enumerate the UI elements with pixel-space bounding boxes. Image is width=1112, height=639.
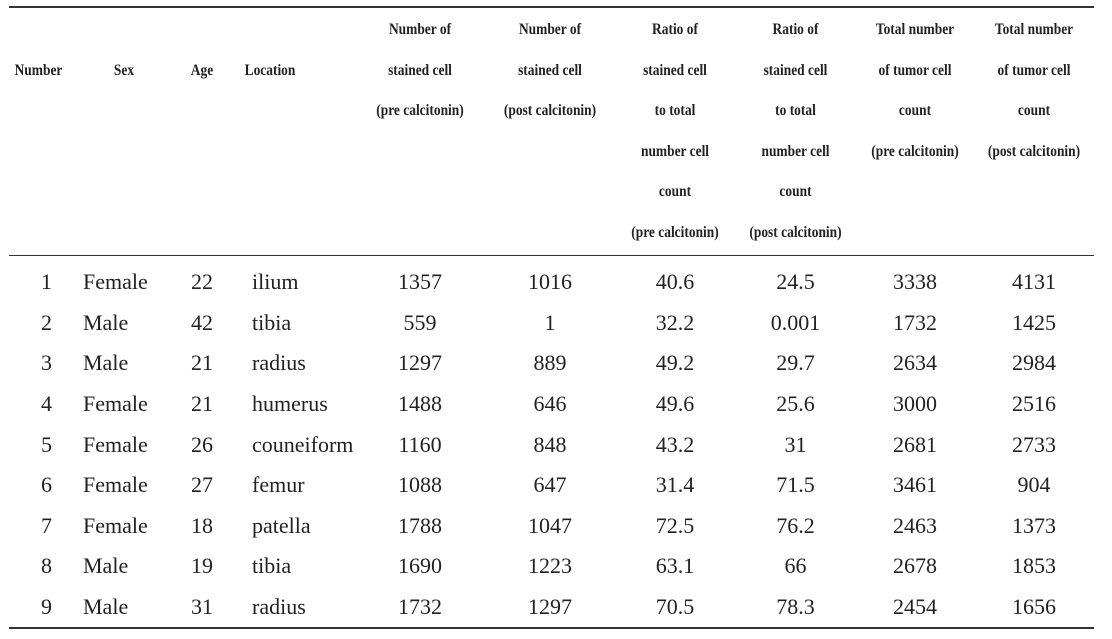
column-header-line: of tumor cell: [997, 61, 1071, 79]
column-header-line: Ratio of: [772, 21, 819, 38]
cell-age: 42: [191, 309, 213, 335]
column-header-line: Total number: [875, 21, 955, 38]
column-header-stained-post: [495, 7, 604, 256]
cell-ratio-pre: 49.6: [655, 391, 695, 417]
cell-location: couneiform: [252, 431, 354, 457]
cell-stained-post: 1223: [528, 553, 572, 579]
cell-age: 19: [191, 553, 213, 579]
cell-number: 6: [41, 472, 52, 498]
cell-ratio-pre: 31.4: [655, 472, 695, 498]
table-row: [9, 506, 1094, 547]
column-header-age: [174, 7, 229, 256]
table-row: [9, 546, 1094, 587]
cell-stained-pre: 1088: [398, 472, 442, 498]
cell-sex: Female: [83, 269, 148, 295]
cell-location: femur: [252, 472, 305, 498]
cell-total-post: 1656: [1012, 594, 1056, 620]
column-header-line: number cell: [761, 142, 830, 160]
column-header-line: (post calcitonin): [503, 102, 597, 119]
cell-location: humerus: [252, 391, 328, 417]
cell-age: 26: [191, 431, 213, 457]
cell-total-pre: 2678: [893, 553, 937, 579]
table-row: [9, 303, 1094, 344]
column-header-total-pre: [865, 7, 964, 256]
cell-sex: Male: [83, 594, 129, 620]
cell-sex: Female: [83, 431, 148, 457]
table-row: [9, 343, 1094, 384]
table-row: [9, 424, 1094, 465]
cell-location: patella: [252, 512, 311, 538]
column-header-line: count: [779, 183, 812, 200]
column-header-location: [245, 7, 346, 256]
cell-total-pre: 2681: [893, 431, 937, 457]
cell-location: radius: [252, 350, 306, 376]
cell-ratio-pre: 40.6: [655, 269, 695, 295]
cell-total-post: 2733: [1012, 431, 1056, 457]
cell-age: 21: [191, 350, 213, 376]
cell-total-pre: 2454: [893, 594, 937, 620]
cell-ratio-post: 66: [784, 553, 807, 579]
cell-ratio-post: 24.5: [776, 269, 815, 295]
data-table-container: [9, 6, 1094, 629]
table-row: [9, 256, 1094, 303]
cell-number: 2: [41, 309, 52, 335]
column-header-line: of tumor cell: [878, 61, 952, 79]
cell-stained-post: 646: [533, 391, 567, 417]
cell-number: 9: [41, 594, 52, 620]
cell-sex: Female: [83, 512, 148, 538]
cell-total-post: 1853: [1012, 553, 1056, 579]
cell-ratio-post: 71.5: [776, 472, 815, 498]
column-header-line: (post calcitonin): [987, 142, 1081, 160]
cell-stained-post: 1016: [528, 269, 572, 295]
cell-ratio-post: 25.6: [776, 391, 815, 417]
cell-ratio-pre: 72.5: [655, 512, 695, 538]
cell-stained-pre: 1732: [398, 594, 442, 620]
cell-stained-post: 647: [533, 472, 567, 498]
cell-stained-post: 889: [533, 350, 567, 376]
column-header-line: Location: [244, 61, 296, 79]
cell-sex: Female: [83, 472, 148, 498]
cell-stained-pre: 1488: [398, 391, 442, 417]
cell-stained-post: 1047: [528, 512, 572, 538]
cell-stained-post: 1297: [528, 594, 572, 620]
cell-ratio-pre: 43.2: [655, 431, 695, 457]
column-header-line: Ratio of: [652, 21, 698, 38]
header-row: [9, 7, 1094, 256]
column-header-line: count: [898, 102, 932, 119]
cell-ratio-pre: 70.5: [655, 594, 695, 620]
column-header-line: Number: [14, 61, 63, 79]
table-row: [9, 465, 1094, 506]
cell-number: 4: [41, 391, 52, 417]
column-header-total-post: [984, 7, 1085, 256]
cell-total-post: 4131: [1012, 269, 1056, 295]
column-header-line: stained cell: [643, 61, 707, 79]
cell-total-post: 904: [1017, 472, 1051, 498]
column-header-line: (pre calcitonin): [376, 102, 464, 119]
column-header-line: number cell: [640, 142, 710, 160]
cell-number: 5: [41, 431, 52, 457]
column-header-number: [15, 7, 74, 256]
cell-total-pre: 2634: [893, 350, 937, 376]
cell-total-post: 2984: [1012, 350, 1056, 376]
cell-ratio-post: 29.7: [776, 350, 815, 376]
cell-number: 8: [41, 553, 52, 579]
calcitonin-results-table: [9, 6, 1094, 629]
column-header-stained-pre: [365, 7, 474, 256]
cell-sex: Female: [83, 391, 148, 417]
cell-sex: Male: [83, 350, 129, 376]
cell-location: ilium: [252, 269, 299, 295]
cell-sex: Male: [83, 553, 129, 579]
column-header-line: stained cell: [763, 61, 828, 79]
column-header-line: Sex: [113, 61, 135, 79]
column-header-line: count: [658, 183, 692, 200]
cell-ratio-post: 78.3: [776, 594, 815, 620]
column-header-line: to total: [775, 102, 816, 119]
table-header: [9, 7, 1094, 256]
column-header-line: count: [1017, 102, 1051, 119]
column-header-line: Age: [190, 61, 214, 79]
column-header-line: (pre calcitonin): [871, 142, 959, 160]
cell-total-pre: 2463: [893, 512, 937, 538]
cell-total-pre: 1732: [893, 309, 937, 335]
column-header-ratio-pre: [625, 7, 726, 256]
cell-age: 18: [191, 512, 213, 538]
cell-stained-pre: 559: [403, 309, 437, 335]
cell-stained-pre: 1690: [398, 553, 442, 579]
cell-number: 3: [41, 350, 52, 376]
cell-ratio-post: 0.001: [770, 309, 821, 335]
column-header-sex: [86, 7, 162, 256]
cell-stained-post: 1: [544, 309, 556, 335]
cell-total-post: 1373: [1012, 512, 1056, 538]
table-row: [9, 587, 1094, 629]
column-header-line: to total: [654, 102, 696, 119]
cell-ratio-pre: 32.2: [655, 309, 695, 335]
cell-number: 7: [41, 512, 52, 538]
column-header-line: Total number: [994, 21, 1074, 38]
cell-location: tibia: [252, 553, 292, 579]
cell-total-pre: 3461: [893, 472, 937, 498]
column-header-line: stained cell: [518, 61, 582, 79]
cell-ratio-post: 31: [784, 431, 807, 457]
cell-stained-pre: 1357: [398, 269, 442, 295]
column-header-line: Number of: [388, 21, 452, 38]
cell-stained-pre: 1297: [398, 350, 442, 376]
cell-location: radius: [252, 594, 306, 620]
column-header-line: Number of: [518, 21, 582, 38]
cell-age: 22: [191, 269, 213, 295]
cell-total-pre: 3338: [893, 269, 937, 295]
cell-age: 21: [191, 391, 213, 417]
cell-number: 1: [41, 269, 52, 295]
cell-sex: Male: [83, 309, 129, 335]
cell-total-pre: 3000: [893, 391, 937, 417]
cell-total-post: 2516: [1012, 391, 1056, 417]
table-row: [9, 384, 1094, 425]
cell-ratio-pre: 49.2: [655, 350, 695, 376]
column-header-line: (pre calcitonin): [631, 223, 719, 241]
cell-stained-pre: 1160: [398, 431, 442, 457]
cell-ratio-post: 76.2: [776, 512, 815, 538]
cell-stained-post: 848: [533, 431, 567, 457]
cell-total-post: 1425: [1012, 309, 1056, 335]
column-header-line: (post calcitonin): [749, 223, 842, 241]
column-header-ratio-post: [745, 7, 847, 256]
cell-ratio-pre: 63.1: [655, 553, 695, 579]
cell-age: 31: [191, 594, 213, 620]
cell-age: 27: [191, 472, 213, 498]
cell-stained-pre: 1788: [398, 512, 442, 538]
column-header-line: stained cell: [388, 61, 452, 79]
cell-location: tibia: [252, 309, 292, 335]
table-body: [9, 256, 1094, 629]
